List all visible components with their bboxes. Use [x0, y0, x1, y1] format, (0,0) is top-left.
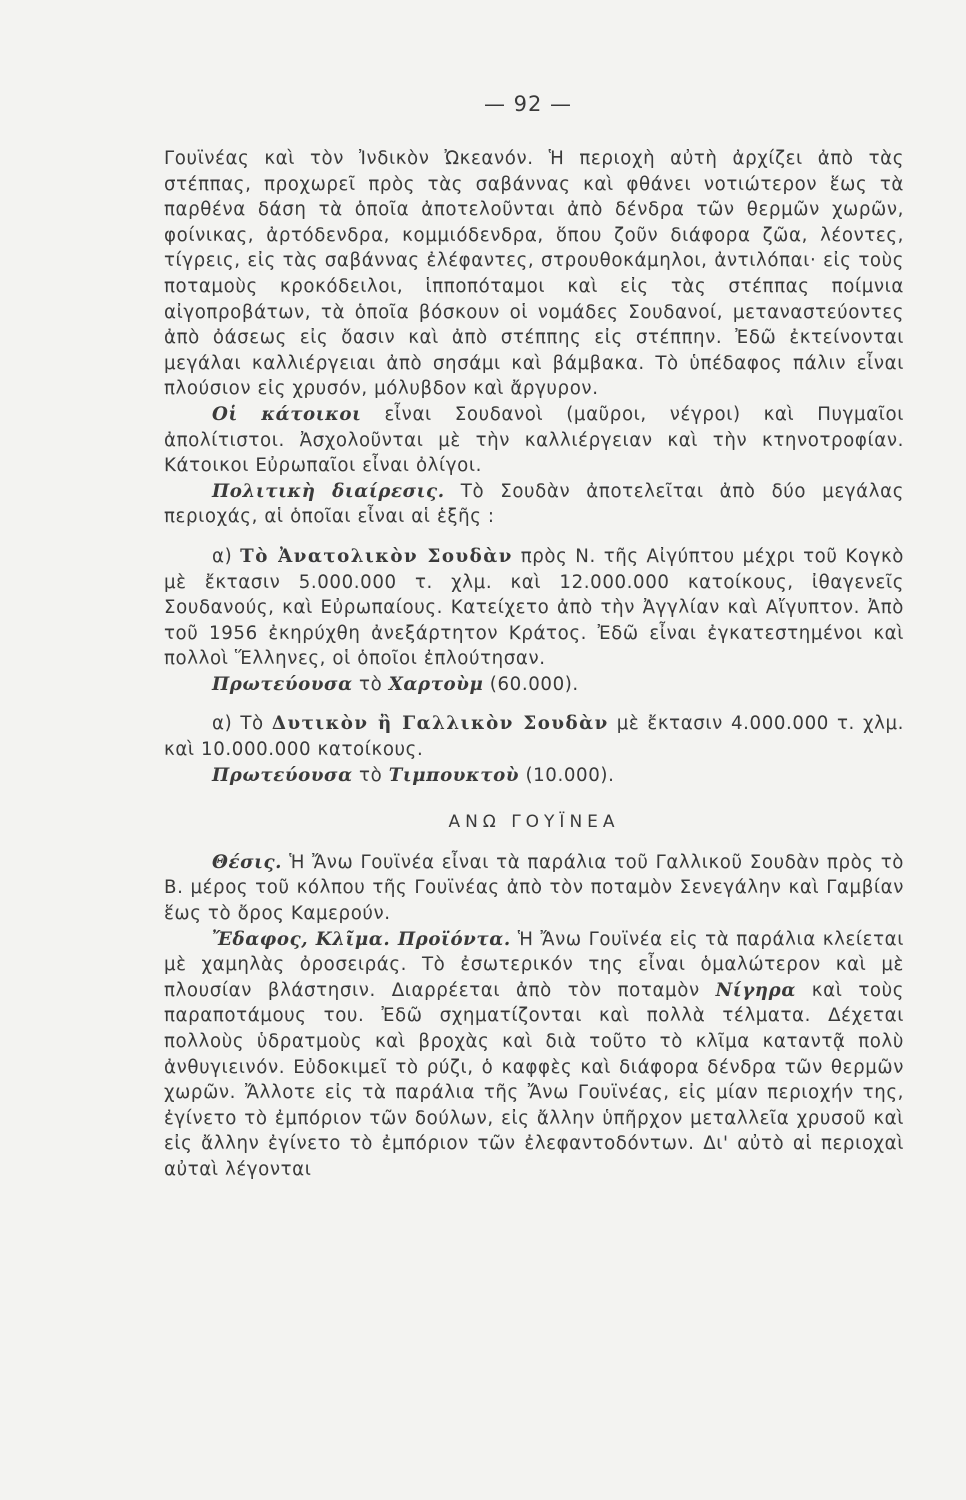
spacer — [164, 697, 904, 711]
terrain-text-1: Ἡ Ἄνω Γουϊνέα εἰς τὰ παράλια κλείεται μὲ χαμηλὰς ὀροσειράς. Τὸ ἐσωτερικόν της εἶναι ὁμαλώτερον καὶ μὲ πλουσίαν βλάστησιν. Διαρρέεται ἀπὸ τὸν ποταμὸν — [164, 928, 904, 1001]
east-sudan-label: Τὸ Ἀνατολικὸν Σουδὰν — [240, 545, 513, 567]
river-name: Νίγηρα — [715, 979, 796, 1001]
political-division-label: Πολιτικὴ διαίρεσις. — [212, 480, 445, 502]
spacer — [164, 530, 904, 544]
capital-label: Πρωτεύουσα — [212, 673, 353, 695]
paragraph-capital-timbuktu — [164, 763, 904, 789]
paragraph-position — [164, 850, 904, 927]
capital-population: (10.000). — [519, 764, 615, 786]
page-body — [164, 146, 904, 1183]
paragraph-east-sudan — [164, 544, 904, 672]
paragraph-west-sudan — [164, 711, 904, 762]
paragraph-inhabitants — [164, 402, 904, 479]
paragraph-capital-khartoum — [164, 672, 904, 698]
east-sudan-text: πρὸς Ν. τῆς Αἰγύπτου μέχρι τοῦ Κογκὸ μὲ ἔκτασιν 5.000.000 τ. χλμ. καὶ 12.000.000 κατοίκους, ἰθαγενεῖς Σουδανούς, καὶ Εὐρωπαίους. Κατείχετο ἀπὸ τὴν Ἀγγλίαν καὶ Αἴγυπτον. Ἀπὸ τοῦ 1956 ἐκηρύχθη ἀνεξάρτητον Κράτος. Ἐδῶ εἶναι ἐγκατεστημένοι καὶ πολλοὶ Ἕλληνες, οἱ ὁποῖοι ἐπλούτησαν. — [164, 545, 905, 670]
political-division-text: Τὸ Σουδὰν ἀποτελεῖται ἀπὸ δύο μεγάλας περιοχάς, αἱ ὁποῖαι εἶναι αἱ ἑξῆς : — [164, 480, 904, 528]
capital-population: (60.000). — [483, 673, 579, 695]
capital-city: Τιμπουκτοὺ — [388, 764, 520, 786]
west-sudan-prefix: α) Τὸ — [212, 713, 272, 735]
inhabitants-text: εἶναι Σουδανοὶ (μαῦροι, νέγροι) καὶ Πυγμαῖοι ἀπολίτιστοι. Ἀσχολοῦνται μὲ τὴν καλλιέργειαν καὶ τὴν κτηνοτροφίαν. Κάτοικοι Εὐρωπαῖοι εἶναι ὀλίγοι. — [164, 403, 904, 477]
page-number — [0, 92, 966, 116]
page-number-text: — 92 — — [483, 92, 573, 116]
capital-mid: τὸ — [352, 764, 389, 786]
west-sudan-text: μὲ ἔκτασιν 4.000.000 τ. χλμ. καὶ 10.000.000 κατοίκους. — [164, 713, 905, 761]
capital-city: Χαρτοὺμ — [388, 673, 484, 695]
position-text: Ἡ Ἄνω Γουϊνέα εἶναι τὰ παράλια τοῦ Γαλλικοῦ Σουδὰν πρὸς τὸ Β. μέρος τοῦ κόλπου τῆς Γουϊνέας ἀπὸ τὸν ποταμὸν Σενεγάλην καὶ Γαμβίαν ἕως τὸ ὄρος Καμερούν. — [164, 851, 904, 925]
section-heading: ΑΝΩ ΓΟΥΪΝΕΑ — [448, 812, 620, 833]
terrain-label: Ἔδαφος, Κλῖμα. Προϊόντα. — [212, 928, 511, 950]
east-sudan-prefix: α) — [212, 545, 241, 567]
paragraph-terrain-climate — [164, 927, 904, 1183]
paragraph-sudan-regions: Γουϊνέας καὶ τὸν Ἰνδικὸν Ὠκεανόν. Ἡ περιοχὴ αὐτὴ ἀρχίζει ἀπὸ τὰς στέππας, προχωρεῖ πρὸς τὰς σαβάννας καὶ φθάνει νοτιώτερον ἕως τὰ παρθένα δάση τὰ ὁποῖα ἀποτελοῦνται ἀπὸ δένδρα τῶν θερμῶν χωρῶν, φοίνικας, ἀρτόδενδρα, κομμιόδενδρα, ὅπου ζοῦν διάφορα ζῶα, λέοντες, τίγρεις, εἰς τὰς σαβάννας ἐλέφαντες, στρουθοκάμηλοι, ἀντιλόπαι· εἰς τοὺς ποταμοὺς κροκόδειλοι, ἱπποπόταμοι καὶ εἰς τὰς στέππας ποίμνια αἰγοπροβάτων, τὰ ὁποῖα βόσκουν οἱ νομάδες Σουδανοί, μεταναστεύοντες ἀπὸ ὀάσεως εἰς ὄασιν καὶ ἀπὸ στέππης εἰς στέππην. Ἐδῶ ἐκτείνονται μεγάλαι καλλιέργειαι ἀπὸ σησάμι καὶ βάμβακα. Τὸ ὑπέδαφος πάλιν εἶναι πλούσιον εἰς χρυσόν, μόλυβδον καὶ ἄργυρον. — [164, 148, 904, 400]
terrain-text-2: καὶ τοὺς παραποτάμους του. Ἐδῶ σχηματίζονται καὶ πολλὰ τέλματα. Δέχεται πολλοὺς ὑδρατμοὺς καὶ βροχὰς καὶ διὰ τοῦτο τὸ κλῖμα καταντᾷ πολὺ ἀνθυγιεινόν. Εὐδοκιμεῖ τὸ ρύζι, ὁ καφφὲς καὶ διάφορα δένδρα τῶν θερμῶν χωρῶν. Ἄλλοτε εἰς τὰ παράλια τῆς Ἄνω Γουϊνέας, εἰς μίαν περιοχήν της, ἐγίνετο τὸ ἐμπόριον τῶν δούλων, εἰς ἄλλην ὑπῆρχον μεταλλεῖα χρυσοῦ καὶ εἰς ἄλλην ἐγίνετο τὸ ἐμπόριον τῶν ἐλεφαντοδόντων. Δι' αὐτὸ αἱ περιοχαὶ αὐταὶ λέγονται — [164, 979, 905, 1180]
west-sudan-label: Δυτικὸν ἢ Γαλλικὸν Σουδὰν — [271, 713, 609, 735]
capital-label: Πρωτεύουσα — [212, 764, 353, 786]
paragraph-political-division — [164, 479, 904, 530]
position-label: Θέσις. — [212, 851, 283, 873]
capital-mid: τὸ — [352, 673, 389, 695]
inhabitants-label: Οἱ κάτοικοι — [212, 403, 362, 425]
